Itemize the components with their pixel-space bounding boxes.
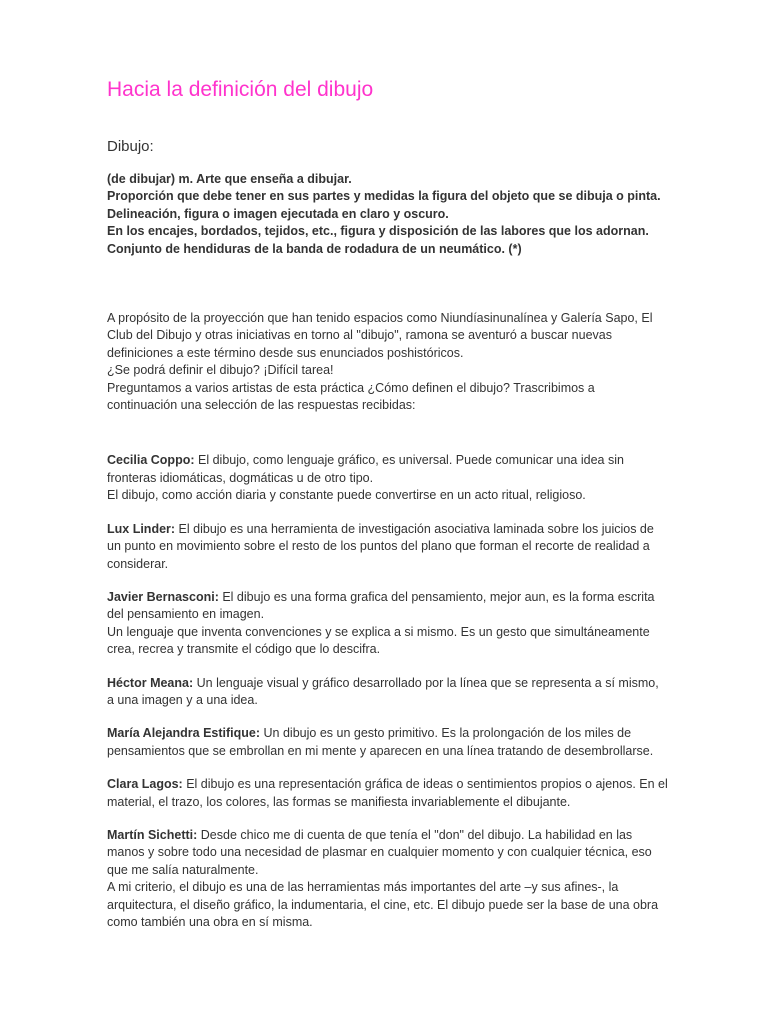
intro-paragraph: A propósito de la proyección que han tenido espacios como Niundíasinunalínea y Galería Sapo, El Club del Dibujo y otras iniciativas en torno al "dibujo", ramona se aventuró a buscar nuevas definiciones a este término desde sus enunciados poshistóricos. (107, 311, 653, 360)
answer-item (107, 521, 668, 573)
answer-item (107, 589, 668, 659)
answer-text: El dibujo, como acción diaria y constante puede convertirse en un acto ritual, religioso. (107, 488, 586, 503)
definition-item: Conjunto de hendiduras de la banda de rodadura de un neumático. (*) (107, 241, 522, 256)
definition-item: Proporción que debe tener en sus partes y medidas la figura del objeto que se dibuja o pinta. (107, 189, 661, 204)
answer-item (107, 452, 668, 504)
answers-list (107, 452, 668, 931)
answer-text: Un lenguaje que inventa convenciones y se explica a si mismo. Es un gesto que simultáneamente crea, recrea y transmite el código que lo descifra. (107, 624, 650, 657)
definition-item: (de dibujar) m. Arte que enseña a dibujar. (107, 172, 352, 186)
definition-item: Delineación, figura o imagen ejecutada en claro y oscuro. (107, 206, 449, 221)
artist-name: Cecilia Coppo: (107, 453, 195, 468)
artist-name: María Alejandra Estifique: (107, 726, 261, 741)
artist-name: Javier Bernasconi: (107, 589, 219, 604)
answer-text: Desde chico me di cuenta de que tenía el "don" del dibujo. La habilidad en las manos y sobre todo una necesidad de plasmar en cualquier momento y con cualquier técnica, eso que me salía naturalmente. (107, 827, 652, 877)
intro-block (107, 310, 668, 414)
artist-name: Martín Sichetti: (107, 827, 198, 842)
artist-name: Héctor Meana: (107, 675, 194, 690)
answer-item (107, 725, 668, 760)
answer-item (107, 776, 668, 811)
answer-text: Un dibujo es un gesto primitivo. Es la prolongación de los miles de pensamientos que se embrollan en mi mente y aparecen en una línea tratando de desembrollarse. (107, 726, 654, 758)
artist-name: Clara Lagos: (107, 777, 183, 792)
section-subtitle: Dibujo: (107, 138, 154, 155)
answer-text: Un lenguaje visual y gráfico desarrollado por la línea que se representa a sí mismo, a una imagen y a una idea. (107, 675, 659, 707)
answer-item (107, 827, 668, 931)
definition-item: En los encajes, bordados, tejidos, etc., figura y disposición de las labores que los adornan. (107, 224, 649, 239)
artist-name: Lux Linder: (107, 521, 176, 536)
answer-text: El dibujo es una herramienta de investigación asociativa laminada sobre los juicios de un punto en movimiento sobre el resto de los puntos del plano que forman el recorte de realidad a considerar. (107, 521, 654, 571)
intro-paragraph: Preguntamos a varios artistas de esta práctica ¿Cómo definen el dibujo? Trascribimos a continuación una selección de las respuestas recibidas: (107, 380, 595, 413)
answer-text: El dibujo es una representación gráfica de ideas o sentimientos propios o ajenos. En el material, el trazo, los colores, las formas se manifiesta invariablemente el dibujante. (107, 777, 668, 809)
page-title: Hacia la definición del dibujo (107, 78, 374, 101)
definitions-block (107, 171, 668, 258)
intro-paragraph: ¿Se podrá definir el dibujo? ¡Difícil tarea! (107, 363, 334, 378)
answer-text: El dibujo es una forma grafica del pensamiento, mejor aun, es la forma escrita del pensamiento en imagen. (107, 589, 655, 622)
answer-text: A mi criterio, el dibujo es una de las herramientas más importantes del arte –y sus afines-, la arquitectura, el diseño gráfico, la indumentaria, el cine, etc. El dibujo puede ser la base de una obra como también una obra en sí misma. (107, 880, 659, 929)
answer-item (107, 675, 668, 710)
answer-text: El dibujo, como lenguaje gráfico, es universal. Puede comunicar una idea sin fronteras idiomáticas, dogmáticas u de otro tipo. (107, 453, 624, 485)
